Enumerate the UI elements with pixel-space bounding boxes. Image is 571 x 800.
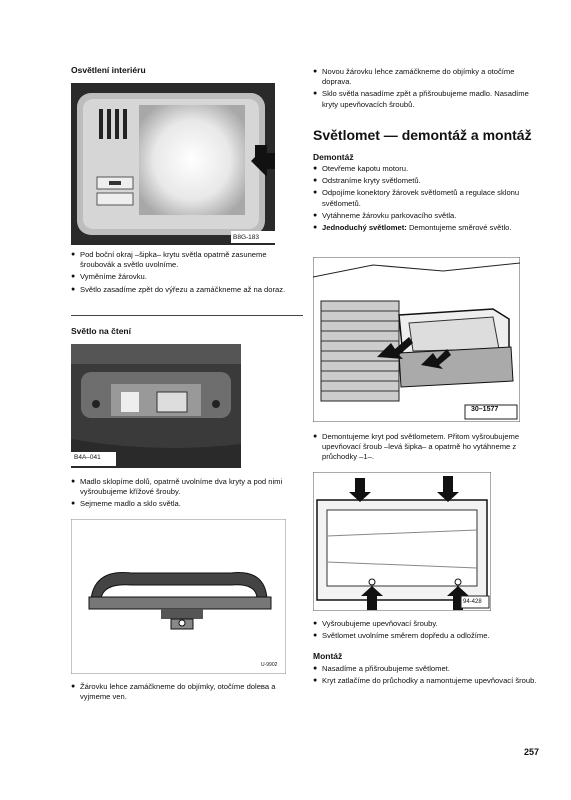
reading-light-photo [71, 344, 241, 468]
step-item: ● Vyšroubujeme upevňovací šrouby. [313, 619, 545, 629]
step-item: ● Odpojíme konektory žárovek světlometů a regulace sklonu světlometů. [313, 188, 545, 208]
step-item: ● Vytáhneme žárovku parkovacího světla. [313, 211, 545, 221]
step-item: ● Světlo zasadíme zpět do výřezu a zamáčkneme až na doraz. [71, 285, 303, 295]
figure-label: B4A–041 [74, 454, 101, 461]
demontaz-steps-3 [313, 619, 545, 643]
step-item: ● Sejmeme madlo a sklo světla. [71, 499, 303, 509]
figure-label: B8G-183 [233, 234, 260, 241]
step-item: ● Odstraníme kryty světlometů. [313, 176, 545, 186]
step-item: ● Nasadíme a přišroubujeme světlomet. [313, 664, 545, 674]
intro-steps [313, 67, 545, 112]
section-title-headlight: Světlomet — demontáž a montáž [313, 127, 532, 143]
figure-label: 94-428 [463, 599, 482, 605]
bold-bullet-rest: Demontujeme směrové světlo. [406, 223, 512, 233]
step-item: ● Otevřeme kapotu motoru. [313, 164, 545, 174]
step-item: ● Vyměníme žárovku. [71, 272, 303, 282]
step-item: ● Novou žárovku lehce zamáčkneme do objímky a otočíme doprava. [313, 67, 545, 87]
headlight-drawing-2 [313, 472, 491, 611]
reading-light-drawing [71, 519, 286, 674]
reading-light-steps [71, 477, 303, 512]
interior-light-photo [71, 83, 275, 245]
headlight-drawing-1 [313, 257, 520, 422]
montaz-steps [313, 664, 545, 688]
interior-light-steps [71, 250, 303, 297]
step-item [313, 223, 545, 233]
figure-label: 30–1577 [471, 406, 499, 413]
reading-light-steps-2 [71, 682, 303, 704]
bold-lead: Jednoduchý světlomet: [322, 223, 407, 233]
demontaz-steps-2 [313, 432, 545, 465]
step-item: ● Kryt zatlačíme do průchodky a namontujeme upevňovací šroub. [313, 676, 545, 686]
subsection-montaz: Montáž [313, 651, 343, 661]
figure-label: U-9902 [261, 662, 278, 668]
subsection-demontaz: Demontáž [313, 152, 354, 162]
step-item: ● Demontujeme kryt pod světlometem. Přitom vyšroubujeme upevňovací šroub –levá šipka– a opatrně ho vytáhneme z průchodky –1–. [313, 432, 545, 463]
section-title-interior-light: Osvětlení interiéru [71, 65, 146, 75]
section-title-reading-light: Světlo na čtení [71, 326, 131, 336]
step-item: ● Pod boční okraj –šipka– krytu světla opatrně zasuneme šroubovák a světlo uvolníme. [71, 250, 303, 270]
divider [71, 315, 303, 316]
step-item: ● Madlo sklopíme dolů, opatrně uvolníme dva kryty a pod nimi vyšroubujeme křížové šrouby. [71, 477, 303, 497]
step-item: ● Žárovku lehce zamáčkneme do objímky, otočíme dolева a vyjmeme ven. [71, 682, 303, 702]
step-item: ● Sklo světla nasadíme zpět a přišroubujeme madlo. Nasadíme kryty upevňovacích šroubů. [313, 89, 545, 109]
page-number: 257 [524, 747, 540, 757]
step-item: ● Světlomet uvolníme směrem dopředu a odložíme. [313, 631, 545, 641]
demontaz-steps [313, 164, 545, 235]
